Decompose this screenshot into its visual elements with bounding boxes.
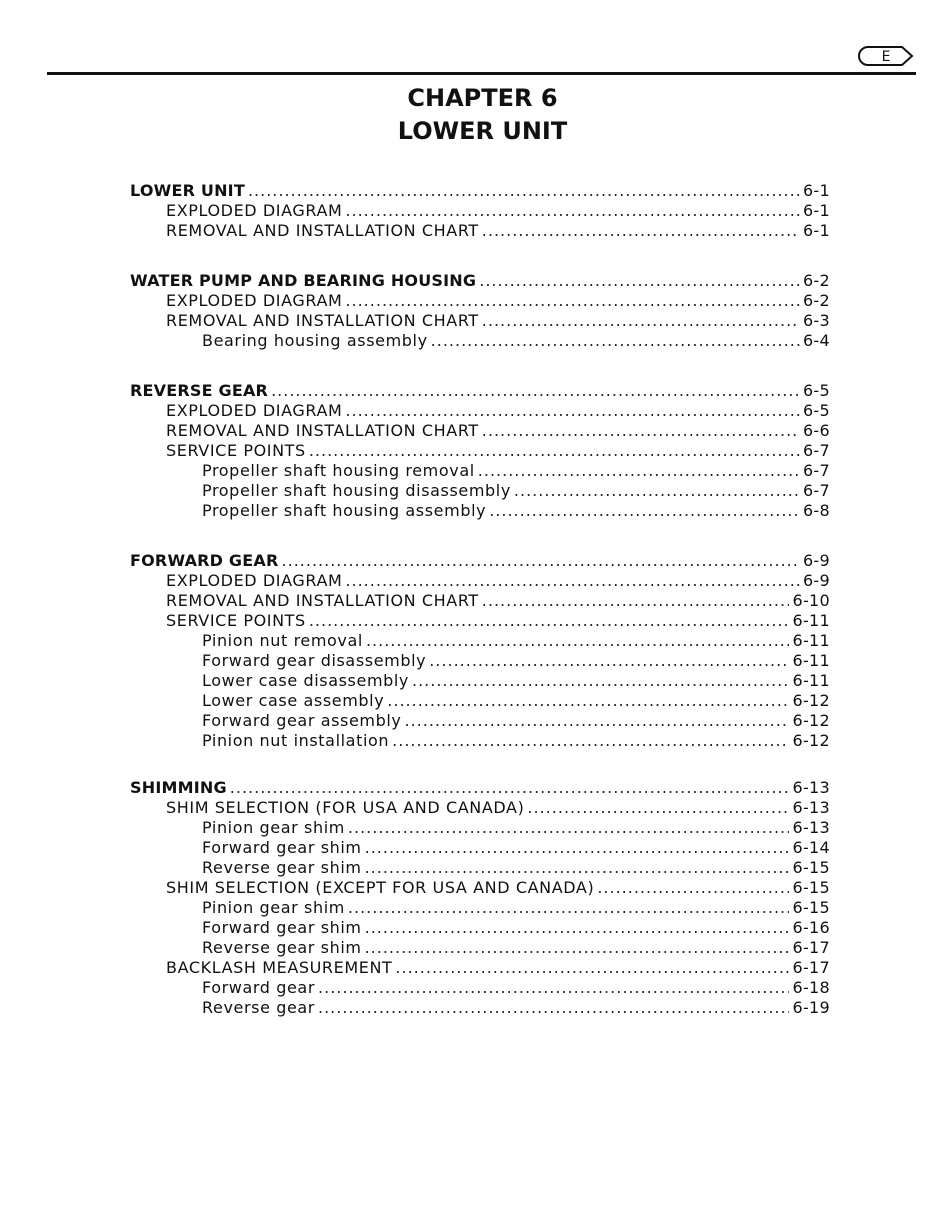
dot-leader: [365, 858, 790, 878]
chapter-title: LOWER UNIT: [397, 117, 568, 145]
toc-entry-page: 6-2: [802, 271, 830, 290]
toc-entry-title: REVERSE GEAR: [130, 381, 269, 400]
toc-entry-title: Forward gear: [202, 978, 316, 997]
dot-leader: [597, 878, 789, 898]
toc-entry-page: 6-8: [802, 501, 830, 520]
toc-entry: [202, 331, 830, 351]
toc-entry-page: 6-5: [802, 401, 830, 420]
toc-entry-title: EXPLODED DIAGRAM: [166, 571, 343, 590]
toc-entry-title: EXPLODED DIAGRAM: [166, 401, 343, 420]
toc-entry-page: 6-1: [802, 201, 830, 220]
toc-entry: [202, 691, 830, 711]
toc-entry: [202, 711, 830, 731]
toc-entry-title: Forward gear shim: [202, 838, 362, 857]
toc-entry-title: Bearing housing assembly: [202, 331, 428, 350]
toc-entry-page: 6-6: [802, 421, 830, 440]
toc-entry: [202, 501, 830, 521]
dot-leader: [387, 691, 789, 711]
chapter-number: CHAPTER 6: [407, 84, 558, 112]
toc-entry: [130, 778, 830, 798]
dot-leader: [482, 591, 790, 611]
dot-leader: [482, 421, 800, 441]
toc-entry-page: 6-15: [792, 858, 830, 877]
toc-entry: [202, 998, 830, 1018]
dot-leader: [348, 898, 790, 918]
toc-entry-page: 6-13: [792, 778, 830, 797]
toc-entry-title: Pinion nut removal: [202, 631, 363, 650]
dot-leader: [282, 551, 800, 571]
toc-entry-page: 6-4: [802, 331, 830, 350]
toc-entry-page: 6-9: [802, 551, 830, 570]
dot-leader: [318, 998, 790, 1018]
toc-entry-page: 6-3: [802, 311, 830, 330]
toc-entry-title: Propeller shaft housing removal: [202, 461, 475, 480]
toc-entry-title: Pinion nut installation: [202, 731, 390, 750]
toc-entry-title: EXPLODED DIAGRAM: [166, 201, 343, 220]
toc-entry: [130, 181, 830, 201]
toc-entry: [166, 878, 830, 898]
dot-leader: [395, 958, 789, 978]
dot-leader: [345, 401, 800, 421]
dot-leader: [309, 441, 800, 461]
toc-entry: [130, 381, 830, 401]
toc-entry-title: Forward gear shim: [202, 918, 362, 937]
toc-entry-page: 6-15: [792, 878, 830, 897]
toc-entry-page: 6-14: [792, 838, 830, 857]
toc-entry: [166, 958, 830, 978]
dot-leader: [248, 181, 800, 201]
toc-entry: [202, 731, 830, 751]
dot-leader: [365, 838, 790, 858]
dot-leader: [318, 978, 789, 998]
toc-entry-title: SERVICE POINTS: [166, 611, 306, 630]
toc-entry-title: LOWER UNIT: [130, 181, 245, 200]
dot-leader: [345, 291, 800, 311]
toc-entry-page: 6-17: [792, 958, 830, 977]
toc-entry-page: 6-1: [802, 221, 830, 240]
dot-leader: [527, 798, 789, 818]
toc-entry: [166, 798, 830, 818]
dot-leader: [271, 381, 800, 401]
toc-entry-title: FORWARD GEAR: [130, 551, 279, 570]
toc-entry-page: 6-11: [792, 651, 830, 670]
dot-leader: [431, 331, 800, 351]
toc-entry-page: 6-13: [792, 818, 830, 837]
toc-entry-page: 6-5: [802, 381, 830, 400]
dot-leader: [392, 731, 789, 751]
dot-leader: [479, 271, 800, 291]
dot-leader: [482, 311, 800, 331]
dot-leader: [482, 221, 800, 241]
toc-entry-title: Reverse gear: [202, 998, 315, 1017]
toc-entry: [130, 271, 830, 291]
toc-entry-title: WATER PUMP AND BEARING HOUSING: [130, 271, 477, 290]
dot-leader: [345, 201, 800, 221]
toc-entry-title: REMOVAL AND INSTALLATION CHART: [166, 221, 479, 240]
toc-entry-page: 6-15: [792, 898, 830, 917]
toc-entry-page: 6-17: [792, 938, 830, 957]
toc-entry-page: 6-12: [792, 711, 830, 730]
toc-entry-page: 6-12: [792, 691, 830, 710]
toc-entry: [202, 918, 830, 938]
toc-entry: [166, 591, 830, 611]
toc-entry-title: REMOVAL AND INSTALLATION CHART: [166, 311, 479, 330]
dot-leader: [348, 818, 790, 838]
dot-leader: [309, 611, 790, 631]
toc-entry-title: Reverse gear shim: [202, 858, 362, 877]
toc-entry: [202, 838, 830, 858]
dot-leader: [230, 778, 790, 798]
toc-entry: [202, 898, 830, 918]
dot-leader: [404, 711, 789, 731]
toc-entry-page: 6-16: [792, 918, 830, 937]
toc-entry: [166, 401, 830, 421]
dot-leader: [412, 671, 789, 691]
toc-entry-page: 6-1: [802, 181, 830, 200]
toc-entry-page: 6-7: [802, 481, 830, 500]
toc-entry-title: SERVICE POINTS: [166, 441, 306, 460]
toc-entry-page: 6-10: [792, 591, 830, 610]
dot-leader: [514, 481, 800, 501]
toc-entry: [202, 651, 830, 671]
toc-entry: [202, 978, 830, 998]
toc-entry-page: 6-7: [802, 441, 830, 460]
toc-entry: [130, 551, 830, 571]
dot-leader: [365, 918, 790, 938]
toc-entry-title: Forward gear assembly: [202, 711, 402, 730]
toc-entry: [166, 611, 830, 631]
toc-entry: [202, 671, 830, 691]
toc-entry-page: 6-11: [792, 611, 830, 630]
toc-entry: [202, 631, 830, 651]
toc-entry: [202, 481, 830, 501]
toc-entry-title: Reverse gear shim: [202, 938, 362, 957]
toc-entry-title: Forward gear disassembly: [202, 651, 427, 670]
toc-entry-title: Lower case disassembly: [202, 671, 409, 690]
toc-entry-page: 6-2: [802, 291, 830, 310]
dot-leader: [429, 651, 789, 671]
toc-entry: [166, 221, 830, 241]
toc-entry: [166, 571, 830, 591]
toc-entry-page: 6-13: [792, 798, 830, 817]
toc-entry: [166, 421, 830, 441]
toc-entry-title: Propeller shaft housing assembly: [202, 501, 487, 520]
toc-entry: [166, 441, 830, 461]
toc-entry: [166, 311, 830, 331]
language-badge-letter: E: [881, 49, 891, 65]
toc-entry-title: EXPLODED DIAGRAM: [166, 291, 343, 310]
dot-leader: [478, 461, 800, 481]
toc-entry-title: Pinion gear shim: [202, 818, 345, 837]
toc-entry-page: 6-11: [792, 631, 830, 650]
toc-entry: [166, 201, 830, 221]
toc-entry-title: SHIM SELECTION (FOR USA AND CANADA): [166, 798, 525, 817]
toc-entry: [202, 818, 830, 838]
dot-leader: [345, 571, 800, 591]
toc-entry: [166, 291, 830, 311]
toc-entry-page: 6-18: [792, 978, 830, 997]
toc-entry: [202, 858, 830, 878]
dot-leader: [365, 938, 790, 958]
toc-entry-title: SHIM SELECTION (EXCEPT FOR USA AND CANADA): [166, 878, 595, 897]
toc-entry-page: 6-19: [792, 998, 830, 1017]
toc-entry-title: REMOVAL AND INSTALLATION CHART: [166, 421, 479, 440]
toc-entry-title: Lower case assembly: [202, 691, 385, 710]
toc-entry: [202, 461, 830, 481]
toc-entry-page: 6-7: [802, 461, 830, 480]
toc-entry-title: REMOVAL AND INSTALLATION CHART: [166, 591, 479, 610]
dot-leader: [489, 501, 800, 521]
toc-entry-title: SHIMMING: [130, 778, 227, 797]
toc-entry-page: 6-12: [792, 731, 830, 750]
dot-leader: [366, 631, 790, 651]
toc-entry-title: Propeller shaft housing disassembly: [202, 481, 511, 500]
toc-entry-title: Pinion gear shim: [202, 898, 345, 917]
toc-entry-title: BACKLASH MEASUREMENT: [166, 958, 393, 977]
toc-entry: [202, 938, 830, 958]
toc-entry-page: 6-9: [802, 571, 830, 590]
toc-entry-page: 6-11: [792, 671, 830, 690]
